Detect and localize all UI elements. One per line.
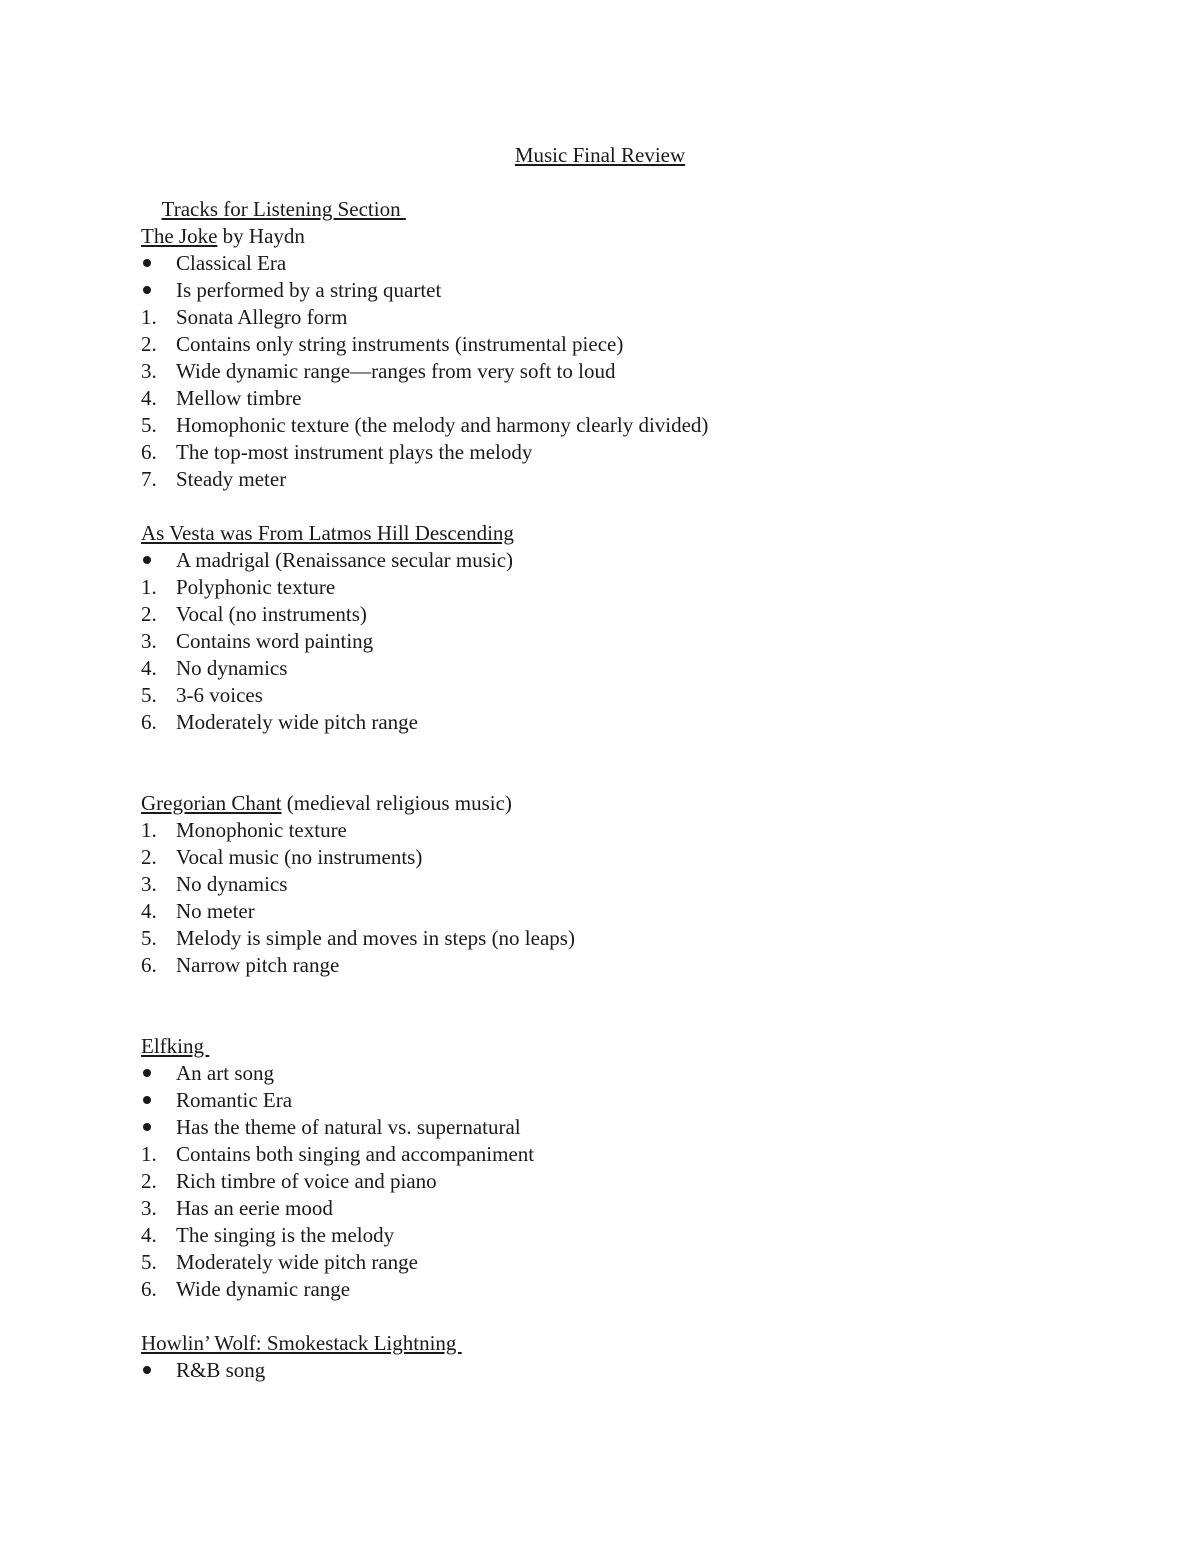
numbered-item: 4. The singing is the melody bbox=[141, 1223, 395, 1247]
numbered-item: 5. 3-6 voices bbox=[141, 683, 263, 707]
bullet-icon bbox=[143, 1096, 151, 1104]
list-number: 6. bbox=[141, 1277, 157, 1301]
section-heading: Gregorian Chant (medieval religious music) bbox=[141, 791, 512, 815]
list-number: 4. bbox=[141, 899, 157, 923]
bullet-item: Romantic Era bbox=[141, 1087, 1081, 1114]
numbered-item: 1. Contains both singing and accompaniment bbox=[141, 1142, 535, 1166]
bullet-icon bbox=[143, 286, 151, 294]
section-intro bbox=[141, 169, 1081, 221]
list-number: 1. bbox=[141, 1142, 157, 1166]
bullet-icon bbox=[143, 1069, 151, 1077]
list-number: 7. bbox=[141, 467, 157, 491]
bullet-icon bbox=[143, 1366, 151, 1374]
numbered-item: 1. Sonata Allegro form bbox=[141, 305, 348, 329]
section-as-vesta bbox=[141, 520, 1081, 736]
list-number: 1. bbox=[141, 818, 157, 842]
numbered-item: 2. Vocal (no instruments) bbox=[141, 602, 367, 626]
list-number: 5. bbox=[141, 683, 157, 707]
numbered-item: 2. Rich timbre of voice and piano bbox=[141, 1169, 437, 1193]
list-number: 5. bbox=[141, 1250, 157, 1274]
bullet-item: Has the theme of natural vs. supernatural bbox=[141, 1114, 1081, 1141]
numbered-item: 3. No dynamics bbox=[141, 872, 288, 896]
list-number: 5. bbox=[141, 926, 157, 950]
numbered-item: 5. Moderately wide pitch range bbox=[141, 1250, 418, 1274]
numbered-item: 2. Contains only string instruments (instrumental piece) bbox=[141, 332, 624, 356]
list-number: 5. bbox=[141, 413, 157, 437]
numbered-item: 6. Wide dynamic range bbox=[141, 1277, 351, 1301]
numbered-item: 4. Mellow timbre bbox=[141, 386, 302, 410]
list-number: 2. bbox=[141, 332, 157, 356]
document-subtitle: Tracks for Listening Section bbox=[161, 197, 406, 221]
list-number: 6. bbox=[141, 710, 157, 734]
section-gregorian-chant bbox=[141, 790, 1081, 979]
list-number: 3. bbox=[141, 359, 157, 383]
list-number: 6. bbox=[141, 440, 157, 464]
section-heading: Howlin’ Wolf: Smokestack Lightning bbox=[141, 1331, 462, 1355]
numbered-item: 2. Vocal music (no instruments) bbox=[141, 845, 423, 869]
bullet-icon bbox=[143, 1123, 151, 1131]
numbered-item: 6. Narrow pitch range bbox=[141, 953, 340, 977]
numbered-item: 7. Steady meter bbox=[141, 467, 287, 491]
list-number: 1. bbox=[141, 575, 157, 599]
numbered-item: 6. The top-most instrument plays the melody bbox=[141, 440, 533, 464]
list-number: 1. bbox=[141, 305, 157, 329]
bullet-item: An art song bbox=[141, 1060, 1081, 1087]
list-number: 2. bbox=[141, 845, 157, 869]
numbered-item: 3. Wide dynamic range—ranges from very soft to loud bbox=[141, 359, 616, 383]
numbered-item: 1. Polyphonic texture bbox=[141, 575, 336, 599]
numbered-item: 3. Contains word painting bbox=[141, 629, 374, 653]
document-title-row bbox=[141, 142, 1059, 169]
section-heading: Elfking bbox=[141, 1034, 210, 1058]
numbered-item: 5. Melody is simple and moves in steps (no leaps) bbox=[141, 926, 575, 950]
list-number: 3. bbox=[141, 872, 157, 896]
bullet-item: R&B song bbox=[141, 1357, 1081, 1384]
section-the-joke bbox=[141, 223, 1081, 493]
list-number: 4. bbox=[141, 1223, 157, 1247]
numbered-item: 4. No dynamics bbox=[141, 656, 288, 680]
numbered-item: 1. Monophonic texture bbox=[141, 818, 347, 842]
numbered-item: 3. Has an eerie mood bbox=[141, 1196, 333, 1220]
list-number: 2. bbox=[141, 1169, 157, 1193]
list-number: 6. bbox=[141, 953, 157, 977]
document-title: Music Final Review bbox=[514, 143, 686, 167]
bullet-item: Classical Era bbox=[141, 250, 1081, 277]
bullet-icon bbox=[143, 556, 151, 564]
numbered-item: 6. Moderately wide pitch range bbox=[141, 710, 418, 734]
bullet-item: A madrigal (Renaissance secular music) bbox=[141, 547, 1081, 574]
list-number: 3. bbox=[141, 629, 157, 653]
list-number: 3. bbox=[141, 1196, 157, 1220]
list-number: 2. bbox=[141, 602, 157, 626]
section-elfking bbox=[141, 1033, 1081, 1303]
list-number: 4. bbox=[141, 386, 157, 410]
bullet-item: Is performed by a string quartet bbox=[141, 277, 1081, 304]
section-heading: As Vesta was From Latmos Hill Descending bbox=[141, 521, 514, 545]
document-page bbox=[141, 142, 1081, 1384]
section-howlin-wolf bbox=[141, 1330, 1081, 1384]
list-number: 4. bbox=[141, 656, 157, 680]
bullet-icon bbox=[143, 259, 151, 267]
numbered-item: 5. Homophonic texture (the melody and harmony clearly divided) bbox=[141, 413, 709, 437]
numbered-item: 4. No meter bbox=[141, 899, 255, 923]
section-heading: The Joke by Haydn bbox=[141, 224, 305, 248]
